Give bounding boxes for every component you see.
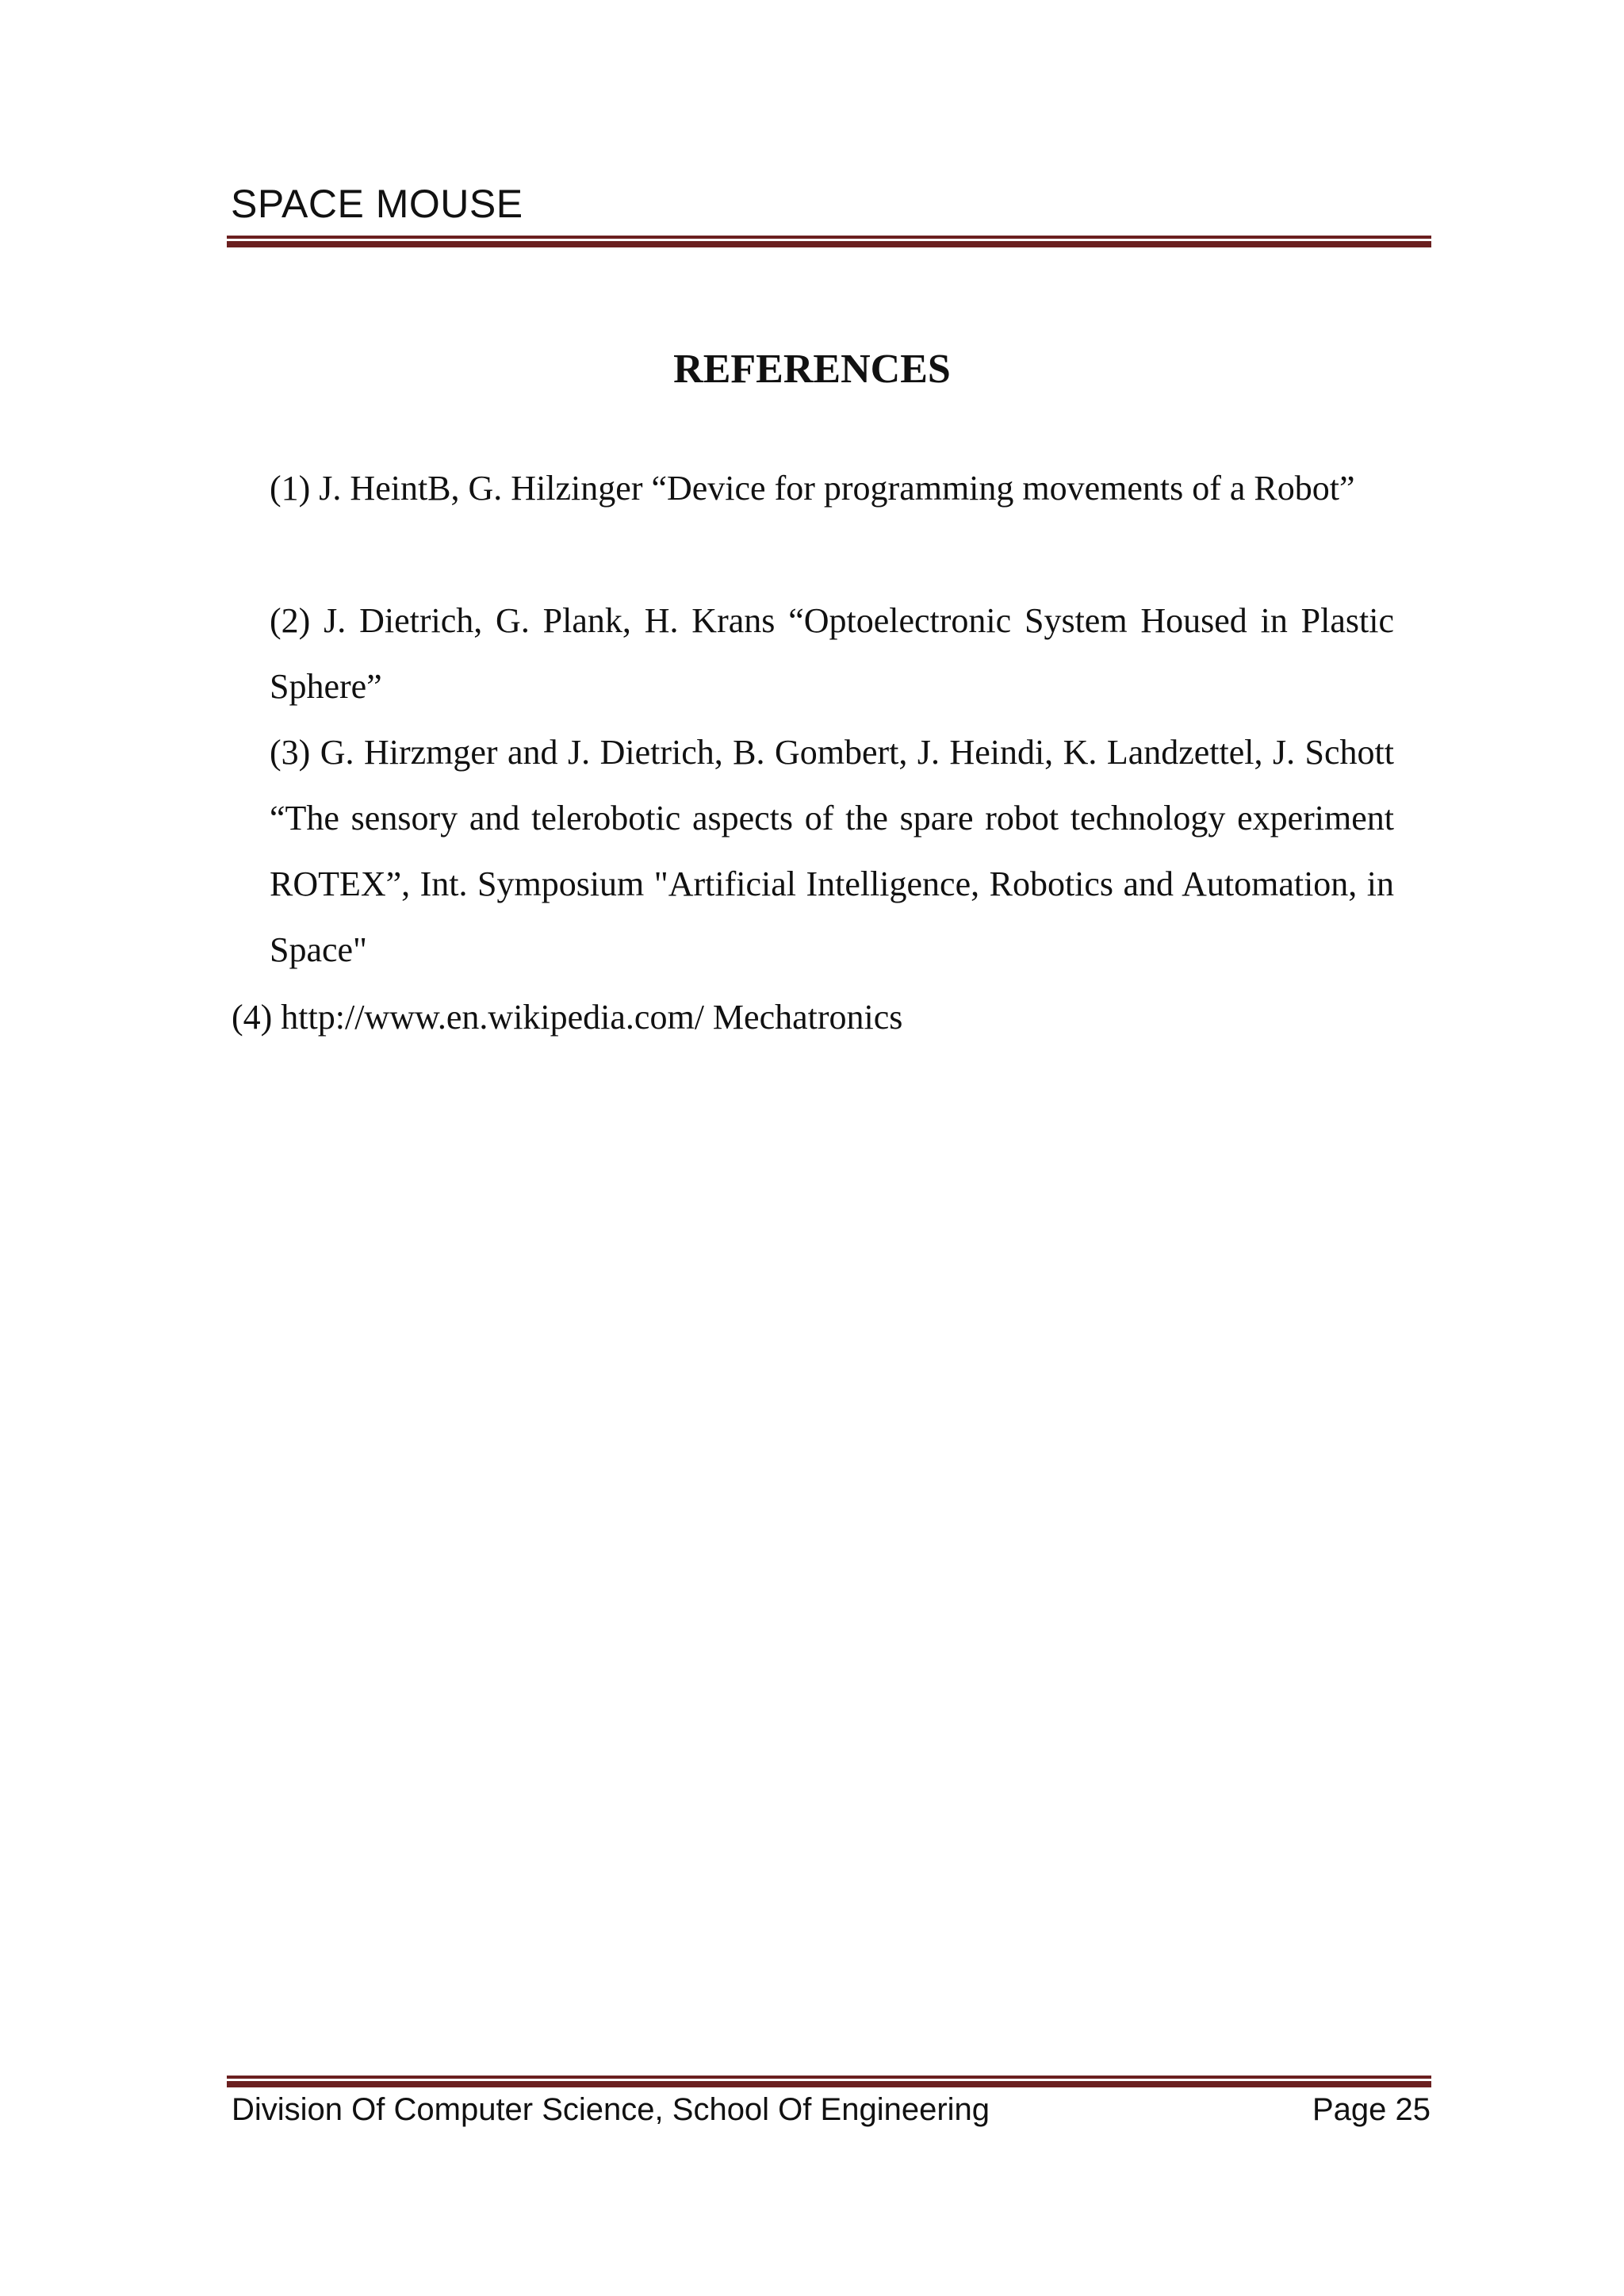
- header-rule: [227, 236, 1431, 247]
- running-header-title: SPACE MOUSE: [231, 182, 523, 226]
- reference-item-2: (2) J. Dietrich, G. Plank, H. Krans “Optoelectronic System Housed in Plastic Sphere”: [270, 601, 1394, 706]
- footer-rule: [227, 2076, 1431, 2087]
- page-number: Page 25: [1312, 2092, 1431, 2127]
- reference-item-1: (1) J. HeintB, G. Hilzinger “Device for programming movements of a Robot”: [270, 469, 1355, 508]
- section-title: REFERENCES: [673, 347, 951, 392]
- footer-institution: Division Of Computer Science, School Of Engineering: [232, 2092, 990, 2127]
- reference-item-3: (3) G. Hirzmger and J. Dietrich, B. Gombert, J. Heindi, K. Landzettel, J. Schott “The sensory and telerobotic aspects of the spare robot technology experiment ROTEX”, Int. Symposium "Artificial Intelligence, Robotics and Automation, in Space": [270, 733, 1394, 969]
- reference-item-4: (4) http://www.en.wikipedia.com/ Mechatronics: [232, 998, 903, 1037]
